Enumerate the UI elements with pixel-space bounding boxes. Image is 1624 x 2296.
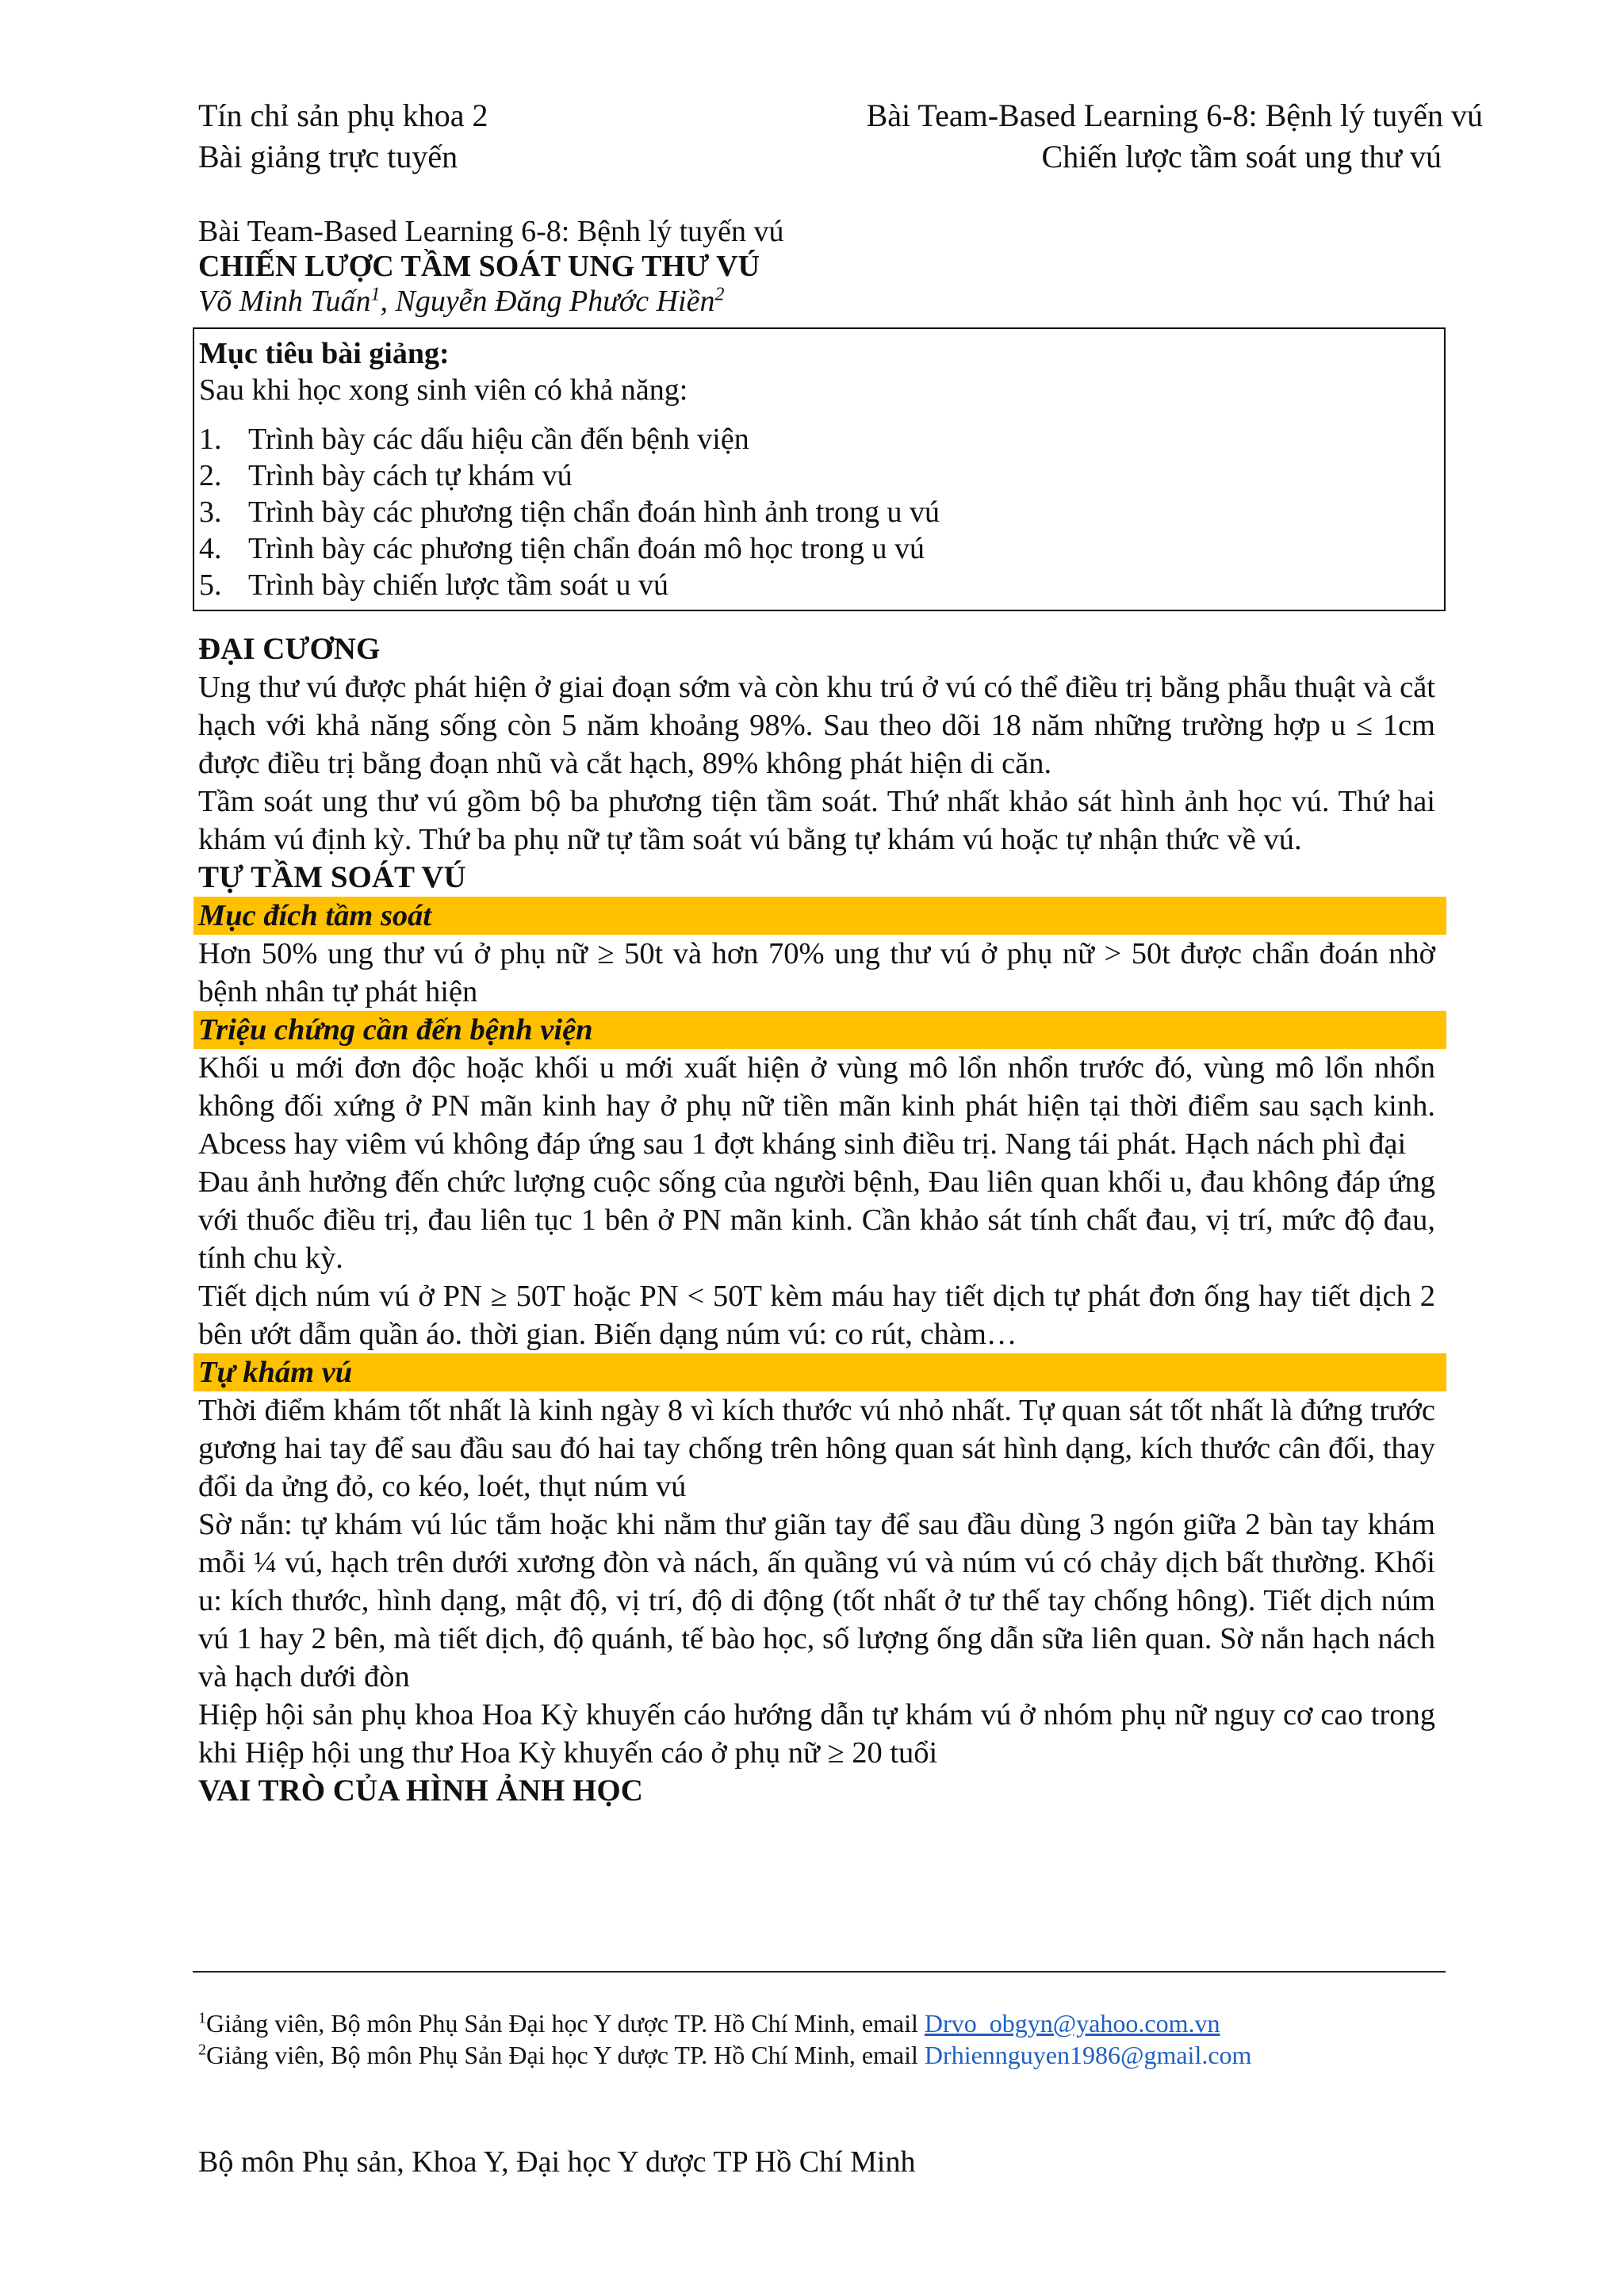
objective-number: 3.: [199, 496, 222, 529]
purpose-paragraph: Hơn 50% ung thư vú ở phụ nữ ≥ 50t và hơn 70% ung thư vú ở phụ nữ > 50t được chẩn đoán nhờ bệnh nhân tự phát hiện: [198, 937, 1435, 1008]
footnote-1-mark: 1: [198, 2009, 206, 2027]
author-1: Võ Minh Tuấn: [198, 285, 371, 318]
author-2-footnote-mark: 2: [714, 284, 725, 305]
footnote-1-email-link[interactable]: Drvo_obgyn@yahoo.com.vn: [924, 2009, 1220, 2038]
running-header-line-2: [198, 138, 1442, 176]
footnote-1: [198, 2007, 1435, 2039]
header-lesson: Bài Team-Based Learning 6-8: Bệnh lý tuyến vú: [866, 98, 1483, 133]
lesson-series: Bài Team-Based Learning 6-8: Bệnh lý tuyến vú: [198, 215, 784, 248]
general-paragraph-1: Ung thư vú được phát hiện ở giai đoạn sớm và còn khu trú ở vú có thể điều trị bằng phẫu thuật và cắt hạch với khả năng sống còn 5 năm khoảng 98%. Sau theo dõi 18 năm những trường hợp u ≤ 1cm được điều trị bằng đoạn nhũ và cắt hạch, 89% không phát hiện di căn.: [198, 671, 1435, 780]
footnote-2: [198, 2039, 1435, 2071]
footnote-2-email-link[interactable]: Drhiennguyen1986@gmail.com: [924, 2041, 1252, 2069]
document-meta: [198, 214, 1435, 319]
general-paragraph-2: Tầm soát ung thư vú gồm bộ ba phương tiện tầm soát. Thứ nhất khảo sát hình ảnh học vú. Thứ hai khám vú định kỳ. Thứ ba phụ nữ tự tầm soát vú bằng tự khám vú hoặc tự nhận thức về vú.: [198, 785, 1435, 856]
objectives-title: Mục tiêu bài giảng:: [199, 337, 450, 370]
symptoms-paragraph-1: Khối u mới đơn độc hoặc khối u mới xuất hiện ở vùng mô lổn nhổn trước đó, vùng mô lổn nhổn không đối xứng ở PN mãn kinh hay ở phụ nữ tiền mãn kinh phát hiện tại thời điểm sau sạch kinh. Abcess hay viêm vú không đáp ứng sau 1 đợt kháng sinh điều trị. Nang tái phát. Hạch nách phì đại: [198, 1051, 1435, 1161]
objective-text: Trình bày cách tự khám vú: [248, 459, 573, 492]
subheading-band-symptoms: Triệu chứng cần đến bệnh viện: [193, 1011, 1446, 1049]
objective-text: Trình bày các phương tiện chẩn đoán mô học trong u vú: [248, 532, 925, 565]
subheading-band-self-exam: Tự khám vú: [193, 1353, 1446, 1391]
section-heading-self-screening: TỰ TẦM SOÁT VÚ: [198, 860, 466, 894]
section-heading-general: ĐẠI CƯƠNG: [198, 632, 381, 666]
author-1-footnote-mark: 1: [370, 284, 381, 305]
symptoms-paragraph-3: Tiết dịch núm vú ở PN ≥ 50T hoặc PN < 50T kèm máu hay tiết dịch tự phát đơn ống hay tiết dịch 2 bên ướt dẫm quần áo. thời gian. Biến dạng núm vú: co rút, chàm…: [198, 1280, 1435, 1351]
objective-item: [199, 567, 1444, 603]
objective-text: Trình bày các dấu hiệu cần đến bệnh viện: [248, 423, 749, 456]
footnote-1-text: Giảng viên, Bộ môn Phụ Sản Đại học Y dược TP. Hồ Chí Minh, email: [206, 2009, 925, 2038]
document-body: [198, 630, 1435, 1810]
objective-item: [199, 457, 1444, 494]
footnote-2-mark: 2: [198, 2041, 206, 2059]
objective-number: 2.: [199, 459, 222, 492]
symptoms-paragraph-2: Đau ảnh hưởng đến chức lượng cuộc sống của người bệnh, Đau liên quan khối u, đau không đáp ứng với thuốc điều trị, đau liên tục 1 bên ở PN mãn kinh. Cần khảo sát tính chất đau, vị trí, mức độ đau, tính chu kỳ.: [198, 1165, 1435, 1275]
author-2: Nguyễn Đăng Phước Hiền: [395, 285, 715, 318]
author-separator: ,: [380, 285, 396, 318]
objectives-box: [193, 327, 1446, 611]
self-exam-paragraph-2: Sờ nắn: tự khám vú lúc tắm hoặc khi nằm thư giãn tay để sau đầu dùng 3 ngón giữa 2 bàn tay khám mỗi ¼ vú, hạch trên dưới xương đòn và nách, ấn quầng vú và núm vú có chảy dịch bất thường. Khối u: kích thước, hình dạng, mật độ, vị trí, độ di động (tốt nhất ở tư thế tay chống hông). Tiết dịch núm vú 1 hay 2 bên, mà tiết dịch, độ quánh, tế bào học, số lượng ống dẫn sữa liên quan. Sờ nắn hạch nách và hạch dưới đòn: [198, 1508, 1435, 1693]
footnotes: [198, 2007, 1435, 2071]
objective-item: [199, 530, 1444, 567]
author-line: [198, 284, 1435, 319]
running-header-line-1: [198, 97, 1483, 135]
objective-item: [199, 494, 1444, 530]
header-course: Tín chỉ sản phụ khoa 2: [198, 98, 488, 133]
objective-item: [199, 421, 1444, 457]
objective-number: 4.: [199, 532, 222, 565]
section-heading-imaging: VAI TRÒ CỦA HÌNH ẢNH HỌC: [198, 1774, 643, 1808]
page-footer: Bộ môn Phụ sản, Khoa Y, Đại học Y dược TP Hồ Chí Minh: [198, 2145, 916, 2179]
header-topic: Chiến lược tầm soát ung thư vú: [1041, 139, 1442, 174]
objective-text: Trình bày chiến lược tầm soát u vú: [248, 568, 669, 602]
page-title: CHIẾN LƯỢC TẦM SOÁT UNG THƯ VÚ: [198, 250, 760, 283]
self-exam-paragraph-3: Hiệp hội sản phụ khoa Hoa Kỳ khuyến cáo hướng dẫn tự khám vú ở nhóm phụ nữ nguy cơ cao trong khi Hiệp hội ung thư Hoa Kỳ khuyến cáo ở phụ nữ ≥ 20 tuổi: [198, 1698, 1435, 1770]
self-exam-paragraph-1: Thời điểm khám tốt nhất là kinh ngày 8 vì kích thước vú nhỏ nhất. Tự quan sát tốt nhất là đứng trước gương hai tay để sau đầu sau đó hai tay chống trên hông quan sát hình dạng, kích thước cân đối, thay đổi da ửng đỏ, co kéo, loét, thụt núm vú: [198, 1394, 1435, 1503]
footnote-2-text: Giảng viên, Bộ môn Phụ Sản Đại học Y dược TP. Hồ Chí Minh, email: [206, 2041, 925, 2069]
subheading-band-purpose: Mục đích tầm soát: [193, 897, 1446, 935]
objective-number: 1.: [199, 423, 222, 456]
footnote-divider: [193, 1971, 1446, 1973]
objectives-intro: Sau khi học xong sinh viên có khả năng:: [199, 373, 688, 407]
header-mode: Bài giảng trực tuyến: [198, 139, 458, 174]
objective-number: 5.: [199, 568, 222, 602]
objective-text: Trình bày các phương tiện chẩn đoán hình ảnh trong u vú: [248, 496, 940, 529]
objectives-list: [199, 421, 1444, 603]
